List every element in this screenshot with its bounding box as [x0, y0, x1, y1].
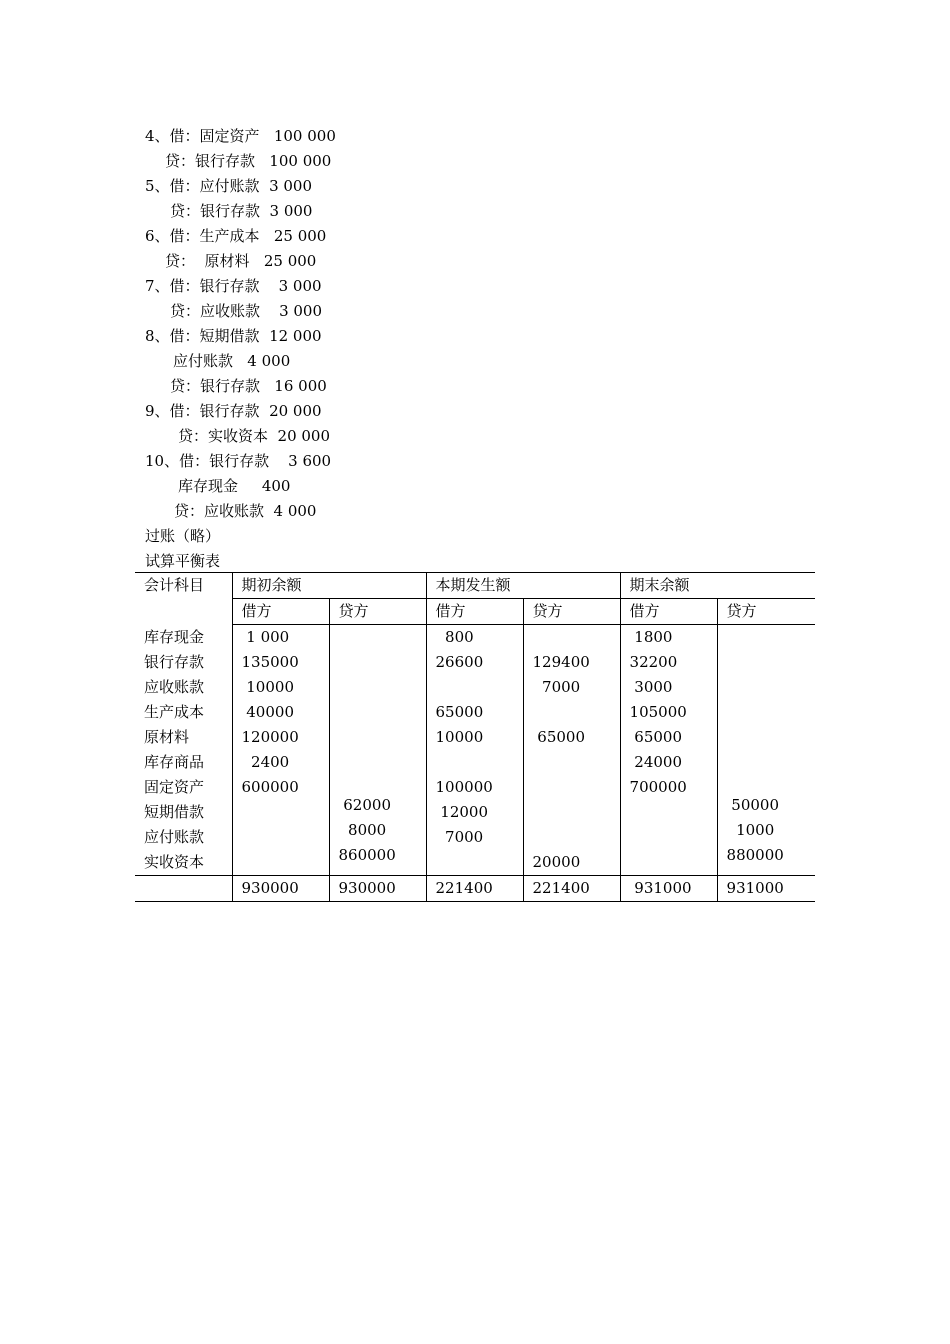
- account-column: [135, 625, 232, 876]
- cell-value: 129400: [532, 653, 590, 671]
- total-period-credit: 221400: [523, 876, 620, 902]
- header-closing-balance: 期末余额: [620, 573, 815, 599]
- cell-value: 880000: [726, 846, 784, 864]
- cell-value: 20000: [532, 853, 581, 871]
- cell-value: 1000: [726, 821, 775, 839]
- opening-debit-column: [232, 625, 329, 876]
- total-period-debit: 221400: [426, 876, 523, 902]
- cell-value: 7000: [435, 828, 484, 846]
- trial-balance-table: [135, 572, 815, 902]
- totals-label: [135, 876, 232, 902]
- entry-line: 贷：应收账款 3 000: [170, 302, 323, 320]
- entry-line: 10、借：银行存款 3 600: [145, 452, 332, 470]
- header-period-amount: 本期发生额: [426, 573, 620, 599]
- cell-value: 3000: [629, 678, 673, 696]
- account-name: 库存商品: [144, 752, 205, 771]
- cell-value: 10000: [241, 678, 294, 696]
- cell-value: 2400: [241, 753, 290, 771]
- header-row-1: [135, 573, 815, 599]
- cell-value: 65000: [435, 703, 484, 721]
- closing-credit-column: [717, 625, 815, 876]
- cell-value: 105000: [629, 703, 687, 721]
- account-name: 库存现金: [144, 627, 205, 646]
- cell-value: 10000: [435, 728, 484, 746]
- entry-line: 贷： 原材料 25 000: [165, 252, 317, 270]
- header-credit: 贷方: [523, 599, 620, 625]
- account-name: 原材料: [144, 727, 190, 746]
- cell-value: 8000: [338, 821, 387, 839]
- entry-line: 贷：应收账款 4 000: [174, 502, 317, 520]
- account-name: 实收资本: [144, 852, 205, 871]
- cell-value: 65000: [629, 728, 683, 746]
- total-closing-credit: 931000: [717, 876, 815, 902]
- period-debit-column: [426, 625, 523, 876]
- cell-value: 135000: [241, 653, 299, 671]
- cell-value: 800: [435, 628, 474, 646]
- cell-value: 600000: [241, 778, 299, 796]
- cell-value: 7000: [532, 678, 581, 696]
- entry-line: 9、借：银行存款 20 000: [145, 402, 322, 420]
- account-name: 应付账款: [144, 827, 205, 846]
- entry-line: 试算平衡表: [145, 552, 221, 570]
- header-credit: 贷方: [717, 599, 815, 625]
- entry-line: 7、借：银行存款 3 000: [145, 277, 322, 295]
- table-body: [135, 625, 815, 876]
- closing-debit-column: [620, 625, 717, 876]
- account-name: 固定资产: [144, 777, 205, 796]
- entry-line: 贷：实收资本 20 000: [178, 427, 331, 445]
- cell-value: 50000: [726, 796, 780, 814]
- header-row-2: [135, 599, 815, 625]
- cell-value: 700000: [629, 778, 687, 796]
- header-opening-balance: 期初余额: [232, 573, 426, 599]
- entry-line: 4、借：固定资产 100 000: [145, 127, 336, 145]
- cell-value: 40000: [241, 703, 294, 721]
- cell-value: 1 000: [241, 628, 290, 646]
- total-opening-debit: 930000: [232, 876, 329, 902]
- cell-value: 1800: [629, 628, 673, 646]
- header-account: 会计科目: [135, 573, 232, 625]
- cell-value: 860000: [338, 846, 396, 864]
- cell-value: 65000: [532, 728, 586, 746]
- entry-line: 库存现金 400: [178, 477, 291, 495]
- entry-line: 8、借：短期借款 12 000: [145, 327, 322, 345]
- entry-line: 贷：银行存款 16 000: [170, 377, 327, 395]
- cell-value: 32200: [629, 653, 678, 671]
- entry-line: 应付账款 4 000: [173, 352, 291, 370]
- account-name: 银行存款: [144, 652, 205, 671]
- header-debit: 借方: [232, 599, 329, 625]
- account-name: 应收账款: [144, 677, 205, 696]
- cell-value: 120000: [241, 728, 299, 746]
- header-debit: 借方: [620, 599, 717, 625]
- total-opening-credit: 930000: [329, 876, 426, 902]
- entry-line: 过账（略）: [145, 527, 221, 545]
- cell-value: 62000: [338, 796, 391, 814]
- cell-value: 24000: [629, 753, 683, 771]
- account-name: 生产成本: [144, 702, 205, 721]
- cell-value: 100000: [435, 778, 493, 796]
- total-closing-debit: 931000: [620, 876, 717, 902]
- cell-value: 26600: [435, 653, 484, 671]
- entry-line: 5、借：应付账款 3 000: [145, 177, 313, 195]
- entry-line: 贷：银行存款 3 000: [170, 202, 313, 220]
- period-credit-column: [523, 625, 620, 876]
- account-name: 短期借款: [144, 802, 205, 821]
- entry-line: 6、借：生产成本 25 000: [145, 227, 327, 245]
- totals-row: [135, 876, 815, 902]
- cell-value: 12000: [435, 803, 489, 821]
- header-debit: 借方: [426, 599, 523, 625]
- header-credit: 贷方: [329, 599, 426, 625]
- entry-line: 贷：银行存款 100 000: [165, 152, 332, 170]
- opening-credit-column: [329, 625, 426, 876]
